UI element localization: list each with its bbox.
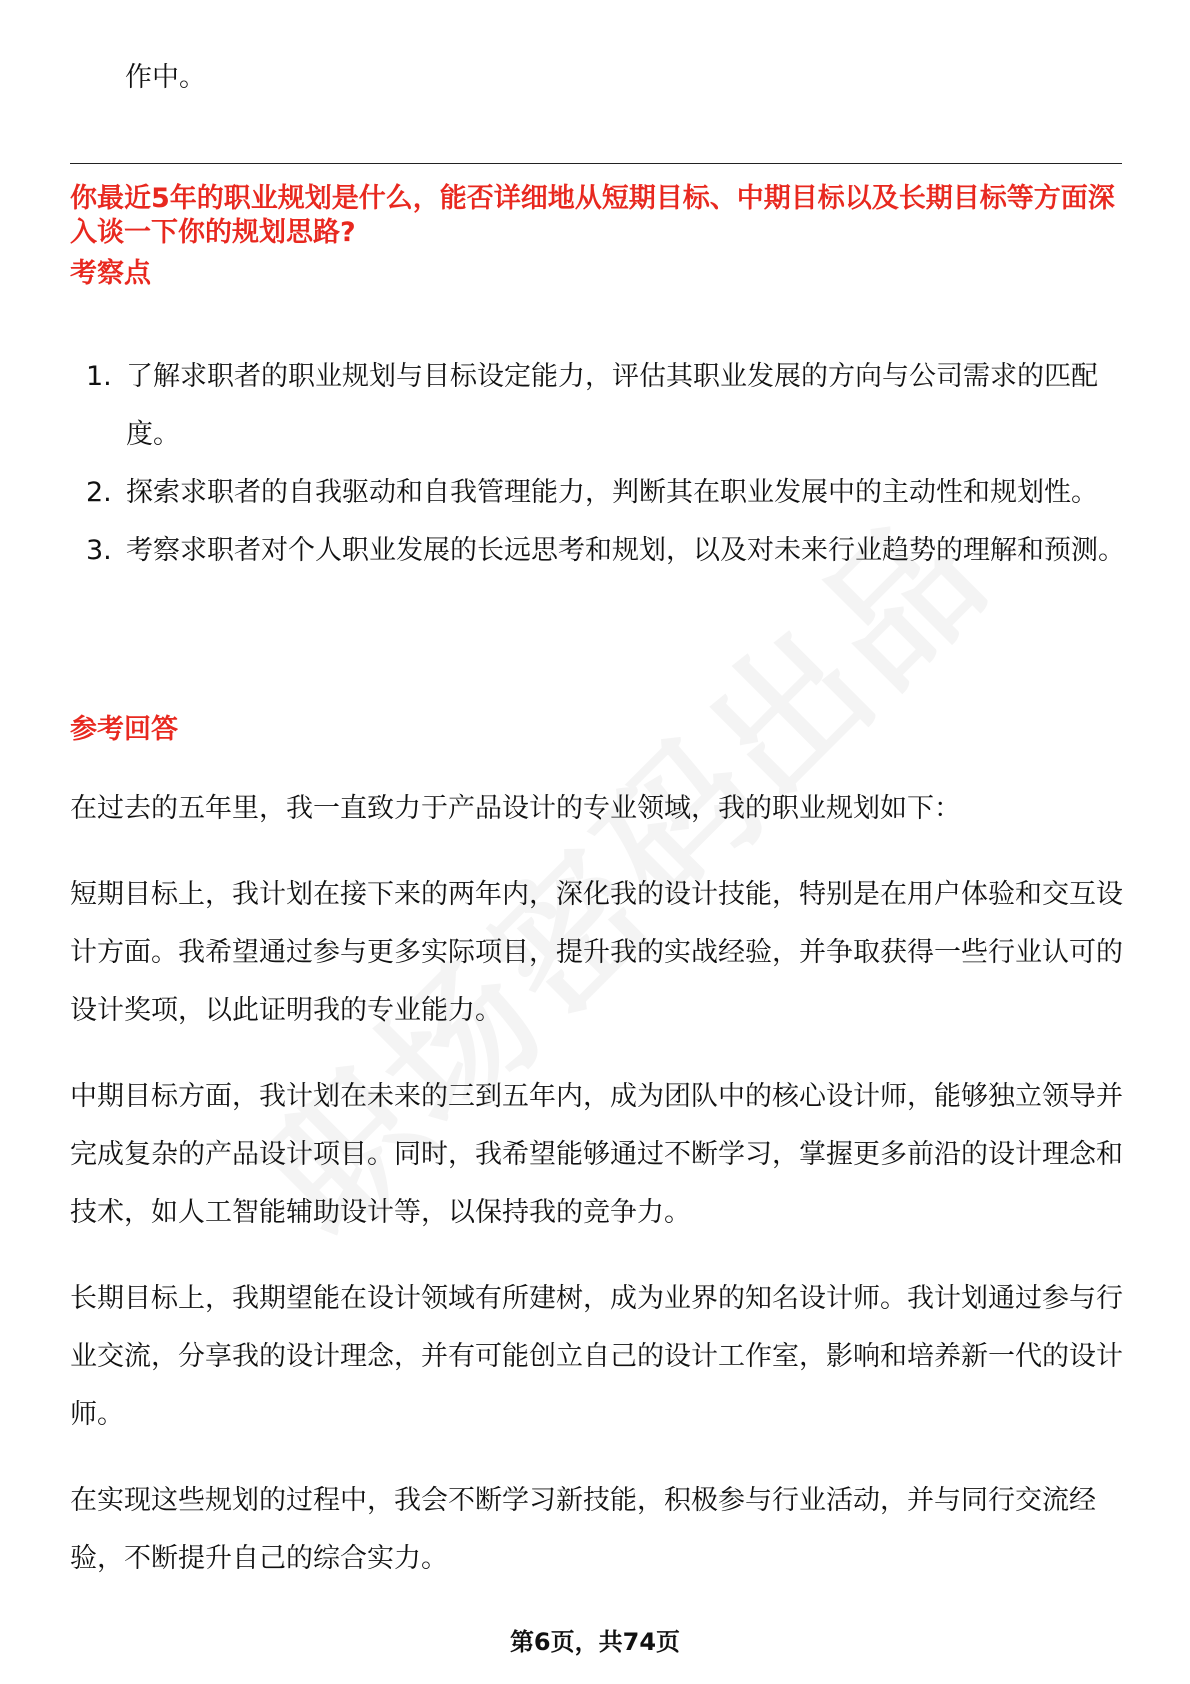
interview-question: 你最近5年的职业规划是什么，能否详细地从短期目标、中期目标以及长期目标等方面深入谈一下你的规划思路?: [70, 183, 1115, 248]
answer-heading: 参考回答: [70, 714, 178, 745]
answer-paragraph: 在过去的五年里，我一直致力于产品设计的专业领域，我的职业规划如下：: [70, 793, 961, 824]
item-number: 1.: [86, 361, 112, 392]
assessment-heading: 考察点: [70, 258, 151, 289]
item-number: 3.: [86, 535, 112, 566]
assessment-item: [70, 464, 1130, 522]
answer-body: [70, 780, 1130, 1616]
item-number: 2.: [86, 477, 112, 508]
answer-paragraph: 短期目标上，我计划在接下来的两年内，深化我的设计技能，特别是在用户体验和交互设计方面。我希望通过参与更多实际项目，提升我的实战经验，并争取获得一些行业认可的设计奖项，以此证明我的专业能力。: [70, 879, 1123, 1026]
assessment-list: [70, 348, 1130, 580]
item-text: 了解求职者的职业规划与目标设定能力，评估其职业发展的方向与公司需求的匹配度。: [126, 361, 1098, 450]
page-footer: 第6页，共74页: [509, 1628, 681, 1656]
answer-paragraph: 中期目标方面，我计划在未来的三到五年内，成为团队中的核心设计师，能够独立领导并完成复杂的产品设计项目。同时，我希望能够通过不断学习，掌握更多前沿的设计理念和技术，如人工智能辅助设计等，以保持我的竞争力。: [70, 1081, 1123, 1228]
answer-paragraph: 在实现这些规划的过程中，我会不断学习新技能，积极参与行业活动，并与同行交流经验，不断提升自己的综合实力。: [70, 1485, 1096, 1574]
item-text: 考察求职者对个人职业发展的长远思考和规划，以及对未来行业趋势的理解和预测。: [126, 535, 1125, 566]
item-text: 探索求职者的自我驱动和自我管理能力，判断其在职业发展中的主动性和规划性。: [126, 477, 1098, 508]
section-divider: [70, 163, 1122, 164]
continued-text: 作中。: [125, 62, 206, 93]
assessment-item: [70, 348, 1130, 464]
answer-paragraph: 长期目标上，我期望能在设计领域有所建树，成为业界的知名设计师。我计划通过参与行业交流，分享我的设计理念，并有可能创立自己的设计工作室，影响和培养新一代的设计师。: [70, 1283, 1123, 1430]
assessment-item: [70, 522, 1130, 580]
